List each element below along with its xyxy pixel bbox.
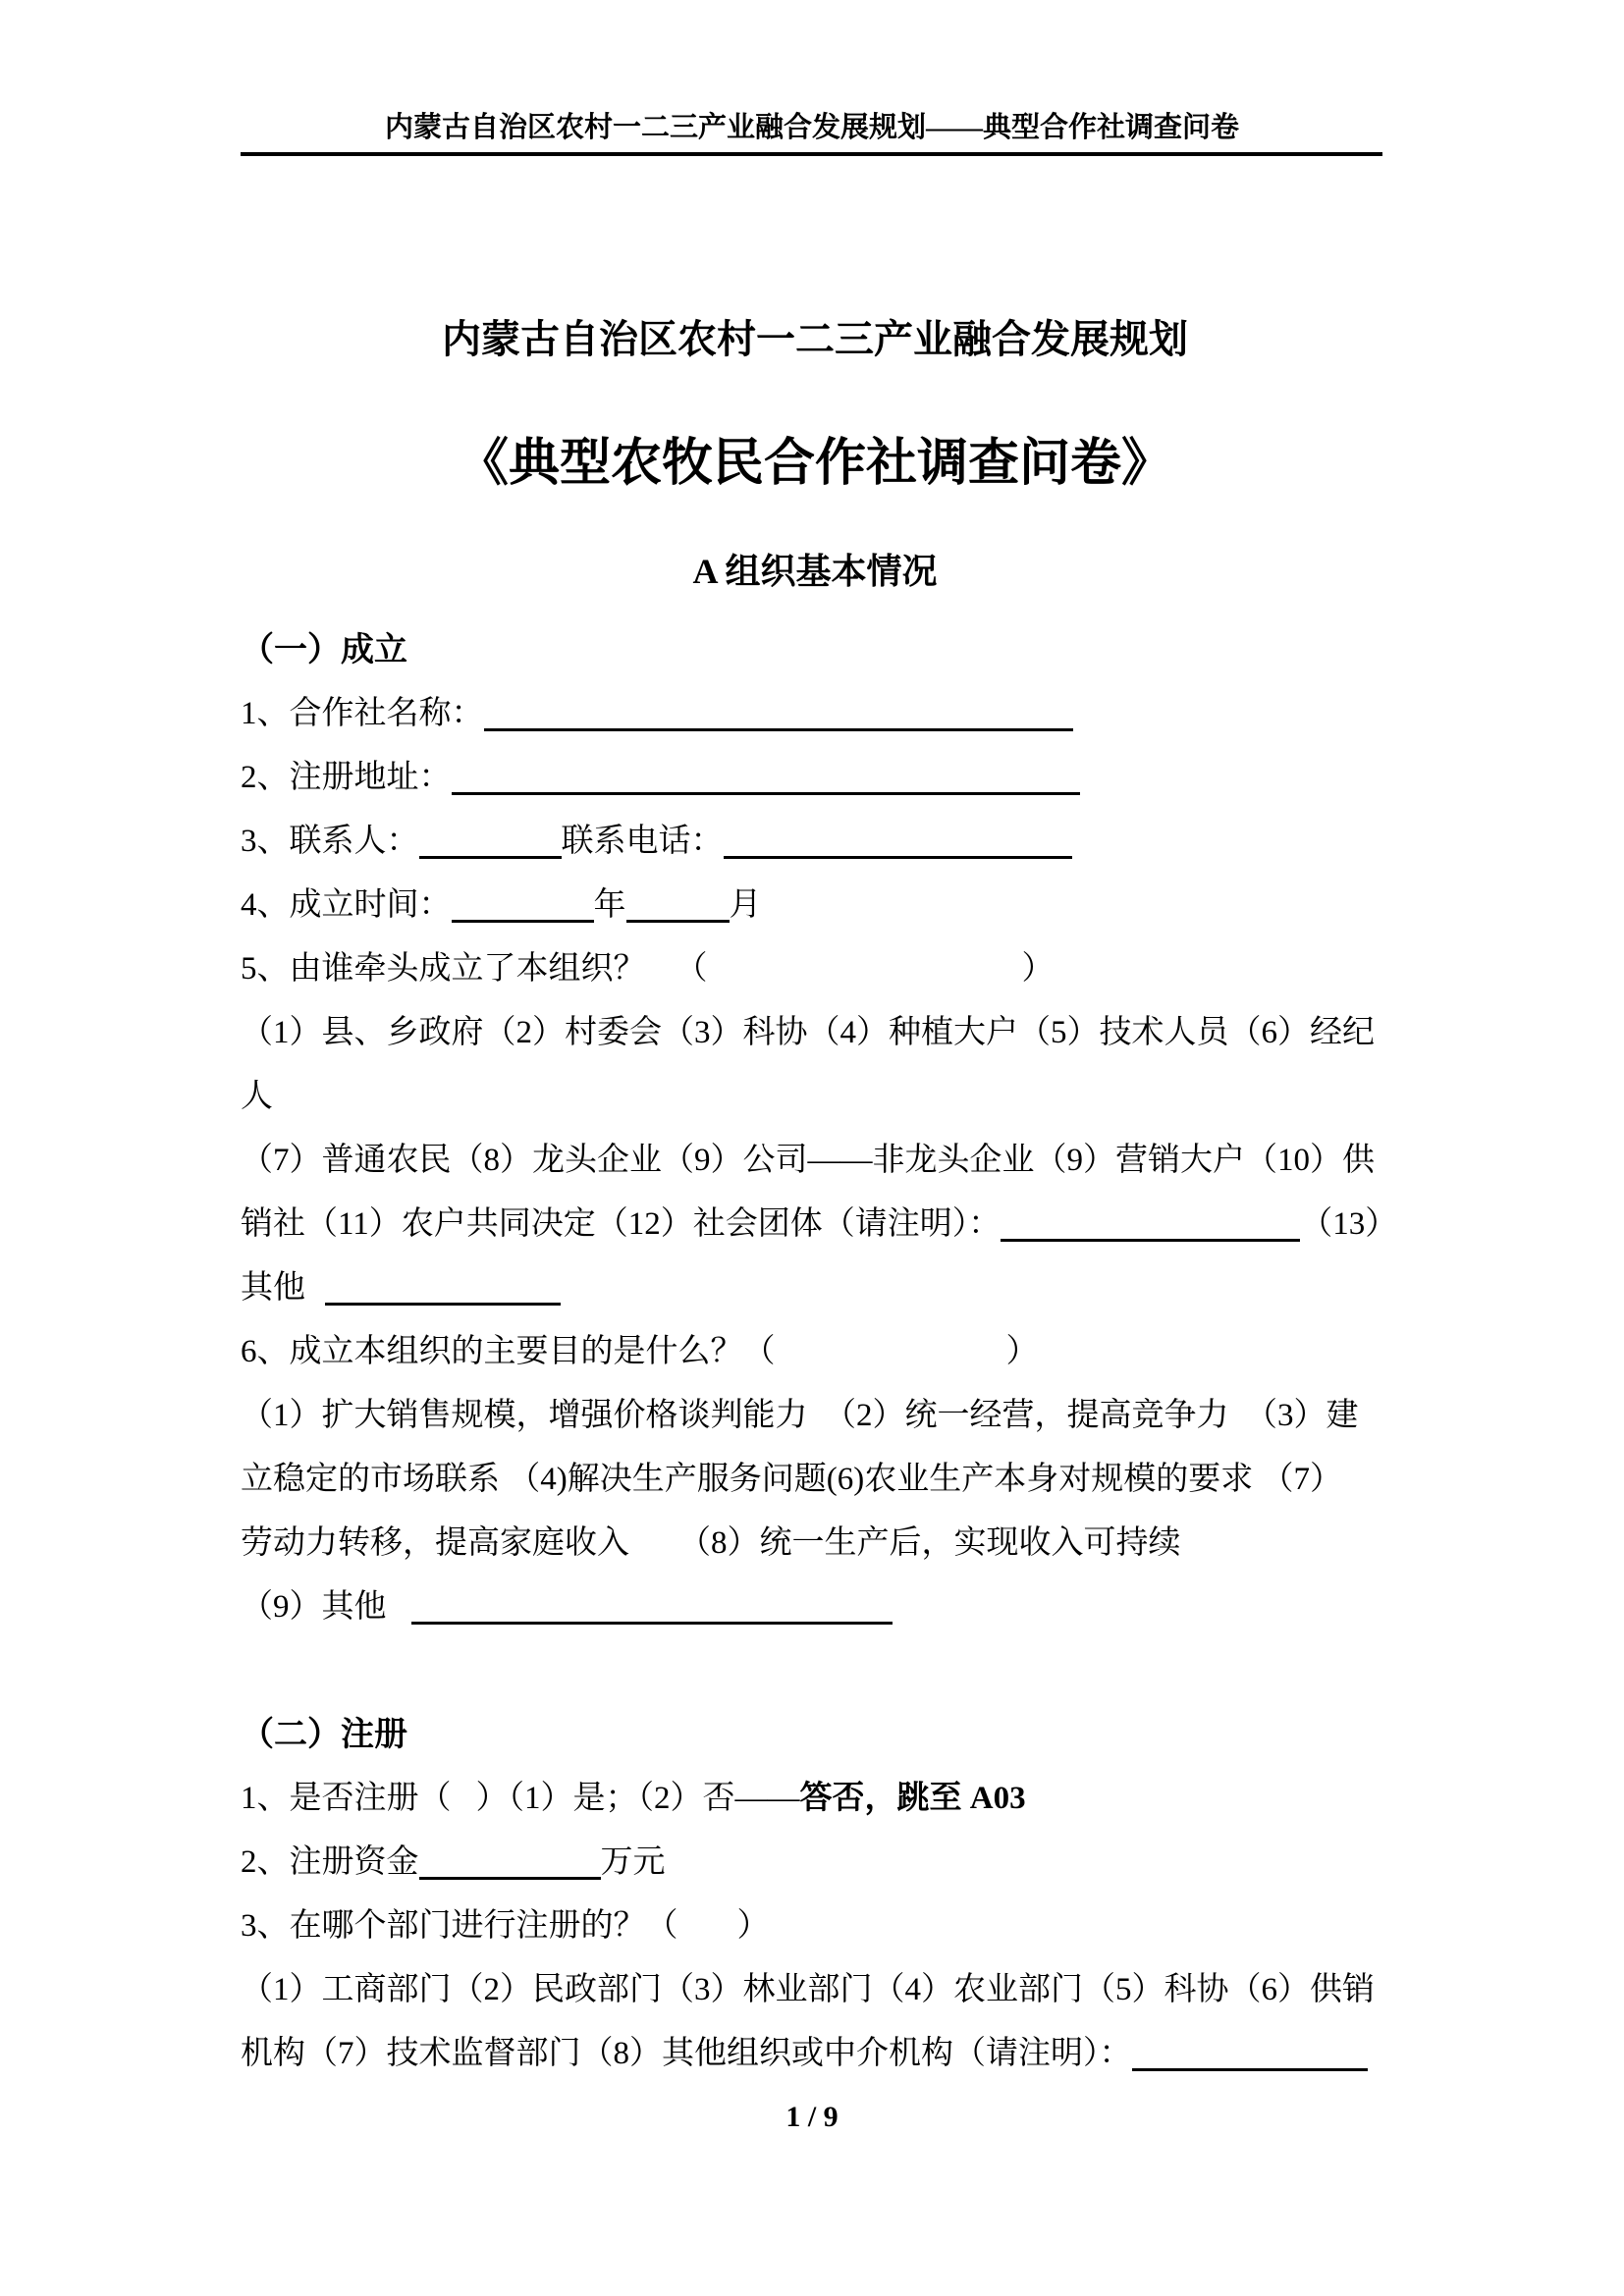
answer-gap [452, 1807, 476, 1808]
q-a1-6-options-2 [241, 1448, 1389, 1512]
q-a1-6-options-3 [241, 1512, 1389, 1575]
section-2-heading [241, 1703, 1389, 1767]
line-text: （1）扩大销售规模，增强价格谈判能力 （2）统一经营，提高竞争力 （3）建 [241, 1398, 1359, 1433]
q-a2-3-department [241, 1895, 1389, 1958]
q-a2-1-registered [241, 1767, 1389, 1831]
q-a1-3-contact [241, 810, 1389, 874]
q-a2-2-capital [241, 1831, 1389, 1895]
line-text: ） [1005, 1334, 1039, 1369]
blank-field [724, 855, 1072, 859]
line-text: ）（1）是；（2）否—— [475, 1781, 800, 1816]
q-a1-6-options-4 [241, 1575, 1389, 1639]
blank-field [1132, 2067, 1368, 2071]
line-text: （9）其他 [241, 1589, 387, 1625]
line-text: 劳动力转移，提高家庭收入 [241, 1525, 629, 1561]
answer-gap [646, 978, 676, 979]
answer-gap [776, 1361, 1006, 1362]
line-text: （13） [1300, 1206, 1398, 1242]
line-text: 2、注册资金 [241, 1844, 419, 1880]
line-text: 人 [241, 1079, 273, 1114]
q-a2-3-options-1 [241, 1958, 1389, 2022]
blank-field [325, 1302, 561, 1306]
q-a1-2-reg-address [241, 746, 1389, 810]
blank-field [1001, 1238, 1300, 1242]
line-text: 3、联系人： [241, 824, 419, 859]
line-text: （8）统一生产后，实现收入可持续 [678, 1525, 1181, 1561]
line-text: 3、在哪个部门进行注册的？（ [241, 1908, 678, 1944]
line-text: 5、由谁牵头成立了本组织？ [241, 951, 646, 987]
line-text: 机构（7）技术监督部门（8）其他组织或中介机构（请注明）： [241, 2036, 1132, 2071]
q-a1-4-founding-date [241, 874, 1389, 937]
line-text: 万元 [600, 1844, 666, 1880]
line-text: （二）注册 [241, 1717, 407, 1753]
q-a1-5-options-3 [241, 1129, 1389, 1193]
line-text: ） [736, 1908, 770, 1944]
document-content [241, 0, 1398, 2086]
questionnaire-title: 《典型农牧民合作社调查问卷》 [457, 436, 1172, 492]
line-text: ） [1021, 951, 1055, 987]
blank-field [419, 1876, 601, 1880]
q-a1-6-purpose [241, 1320, 1389, 1384]
emphasis-text: 答否，跳至 A03 [799, 1781, 1026, 1816]
line-text: 立稳定的市场联系 （4)解决生产服务问题(6)农业生产本身对规模的要求 （7） [241, 1462, 1342, 1497]
line-text: （1）工商部门（2）民政部门（3）林业部门（4）农业部门（5）科协（6）供销 [241, 1972, 1375, 2007]
q-a2-3-options-2 [241, 2022, 1389, 2086]
page-number: 1 / 9 [785, 2101, 839, 2133]
q-a1-6-options-1 [241, 1384, 1389, 1448]
blank-field [452, 919, 594, 923]
line-text: （1）县、乡政府（2）村委会（3）科协（4）种植大户（5）技术人员（6）经纪 [241, 1015, 1375, 1050]
line-text: 年 [593, 887, 626, 923]
blank-field [626, 919, 730, 923]
blank-field [484, 727, 1073, 731]
line-text: （ [675, 951, 708, 987]
answer-gap [629, 1552, 678, 1553]
answer-gap [708, 978, 1022, 979]
q-a1-5-options-5 [241, 1256, 1389, 1320]
line-text: 月 [729, 887, 762, 923]
line-text: （一）成立 [241, 632, 407, 668]
blank-line [241, 1639, 1389, 1703]
answer-gap [678, 1935, 737, 1936]
blank-field [452, 791, 1080, 795]
blank-field [411, 1621, 893, 1625]
line-text: （7）普通农民（8）龙头企业（9）公司——非龙头企业（9）营销大户（10）供 [241, 1143, 1375, 1178]
q-a1-5-options-4 [241, 1193, 1398, 1256]
q-a1-5-initiator [241, 937, 1389, 1001]
answer-gap [305, 1297, 325, 1298]
line-text: 1、合作社名称： [241, 696, 484, 731]
plan-title: 内蒙古自治区农村一二三产业融合发展规划 [442, 317, 1188, 361]
line-text: 其他 [241, 1270, 305, 1306]
line-text: 销社（11）农户共同决定（12）社会团体（请注明）： [241, 1206, 1001, 1242]
page-header-title: 内蒙古自治区农村一二三产业融合发展规划——典型合作社调查问卷 [384, 112, 1239, 143]
q-a1-5-options-1 [241, 1001, 1389, 1065]
section-a-title: A 组织基本情况 [692, 552, 938, 591]
line-text: 1、是否注册（ [241, 1781, 452, 1816]
q-a1-1-coop-name [241, 682, 1389, 746]
q-a1-5-options-2 [241, 1065, 1389, 1129]
section-1-heading [241, 618, 1389, 682]
blank-field [419, 855, 562, 859]
line-text: 2、注册地址： [241, 760, 452, 795]
line-text: 联系电话： [561, 824, 724, 859]
line-text: 4、成立时间： [241, 887, 452, 923]
questionnaire-body [241, 618, 1398, 2086]
answer-gap [387, 1616, 411, 1617]
line-text: 6、成立本组织的主要目的是什么？（ [241, 1334, 776, 1369]
